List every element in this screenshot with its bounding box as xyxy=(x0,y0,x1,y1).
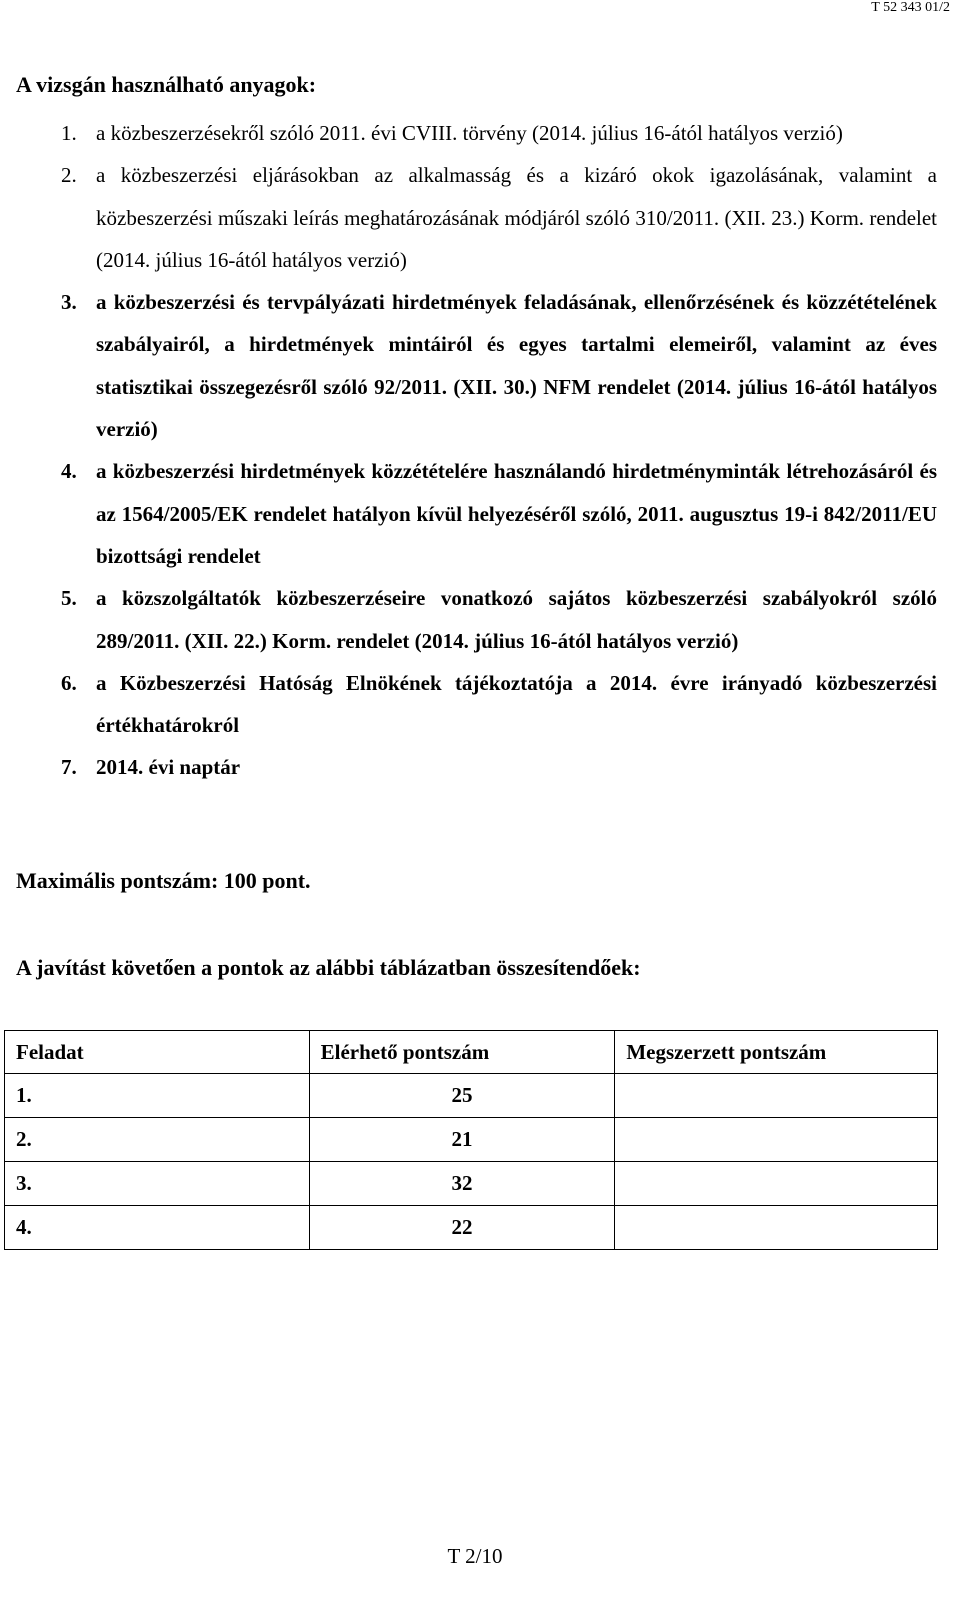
header-task: Feladat xyxy=(5,1031,310,1074)
header-available-points: Elérhető pontszám xyxy=(309,1031,615,1074)
earned-points-cell[interactable] xyxy=(615,1118,938,1162)
table-row xyxy=(5,1162,938,1206)
table-header-row xyxy=(5,1031,938,1074)
list-item xyxy=(16,450,937,577)
table-row xyxy=(5,1118,938,1162)
item-text: a közszolgáltatók közbeszerzéseire vonatkozó sajátos közbeszerzési szabályokról szóló 289/2011. (XII. 22.) Korm. rendelet (2014. július 16-ától hatályos verzió) xyxy=(96,586,937,653)
score-table xyxy=(4,1030,938,1250)
item-number: 6. xyxy=(61,670,77,695)
list-item xyxy=(16,281,937,450)
item-number: 1. xyxy=(61,121,77,145)
earned-points-cell[interactable] xyxy=(615,1074,938,1118)
item-text: a Közbeszerzési Hatóság Elnökének tájékoztatója a 2014. évre irányadó közbeszerzési értékhatárokról xyxy=(96,670,937,738)
list-item xyxy=(16,746,937,788)
available-points-cell: 22 xyxy=(309,1206,615,1250)
available-points-cell: 32 xyxy=(309,1162,615,1206)
available-points-cell: 21 xyxy=(309,1118,615,1162)
document-code: T 52 343 01/2 xyxy=(871,0,950,15)
summary-instruction: A javítást követően a pontok az alábbi táblázatban összesítendőek: xyxy=(16,955,641,980)
max-score: Maximális pontszám: 100 pont. xyxy=(16,868,311,893)
list-item xyxy=(16,112,937,154)
page-number: T 2/10 xyxy=(447,1544,503,1568)
item-text: a közbeszerzési és tervpályázati hirdetmények feladásának, ellenőrzésének és közzétételének szabályairól, a hirdetmények mintáiról és egyes tartalmi elemeiről, valamint az éves statisztikai összegezésről szóló 92/2011. (XII. 30.) NFM rendelet (2014. július 16-ától hatályos verzió) xyxy=(96,290,937,442)
available-points-cell: 25 xyxy=(309,1074,615,1118)
list-item xyxy=(16,577,937,662)
table-row xyxy=(5,1206,938,1250)
task-cell: 4. xyxy=(5,1206,310,1250)
list-item xyxy=(16,154,937,281)
materials-list xyxy=(16,112,937,789)
item-number: 4. xyxy=(61,459,77,484)
item-number: 7. xyxy=(61,755,77,780)
item-text: a közbeszerzésekről szóló 2011. évi CVIII. törvény (2014. július 16-ától hatályos verzió) xyxy=(96,121,843,145)
header-earned-points: Megszerzett pontszám xyxy=(615,1031,938,1074)
item-number: 2. xyxy=(61,163,77,188)
earned-points-cell[interactable] xyxy=(615,1206,938,1250)
task-cell: 2. xyxy=(5,1118,310,1162)
item-number: 3. xyxy=(61,290,77,315)
item-text: 2014. évi naptár xyxy=(96,755,241,780)
task-cell: 1. xyxy=(5,1074,310,1118)
table-row xyxy=(5,1074,938,1118)
earned-points-cell[interactable] xyxy=(615,1162,938,1206)
materials-title: A vizsgán használható anyagok: xyxy=(16,72,317,97)
item-text: a közbeszerzési hirdetmények közzétételére használandó hirdetményminták létrehozásáról és az 1564/2005/EK rendelet hatályon kívül helyezéséről szóló, 2011. augusztus 19-i 842/2011/EU bizottsági rendelet xyxy=(96,459,937,568)
item-text: a közbeszerzési eljárásokban az alkalmasság és a kizáró okok igazolásának, valamint a közbeszerzési műszaki leírás meghatározásának módjáról szóló 310/2011. (XII. 23.) Korm. rendelet (2014. július 16-ától hatályos verzió) xyxy=(96,163,937,272)
task-cell: 3. xyxy=(5,1162,310,1206)
list-item xyxy=(16,662,937,747)
item-number: 5. xyxy=(61,586,77,611)
